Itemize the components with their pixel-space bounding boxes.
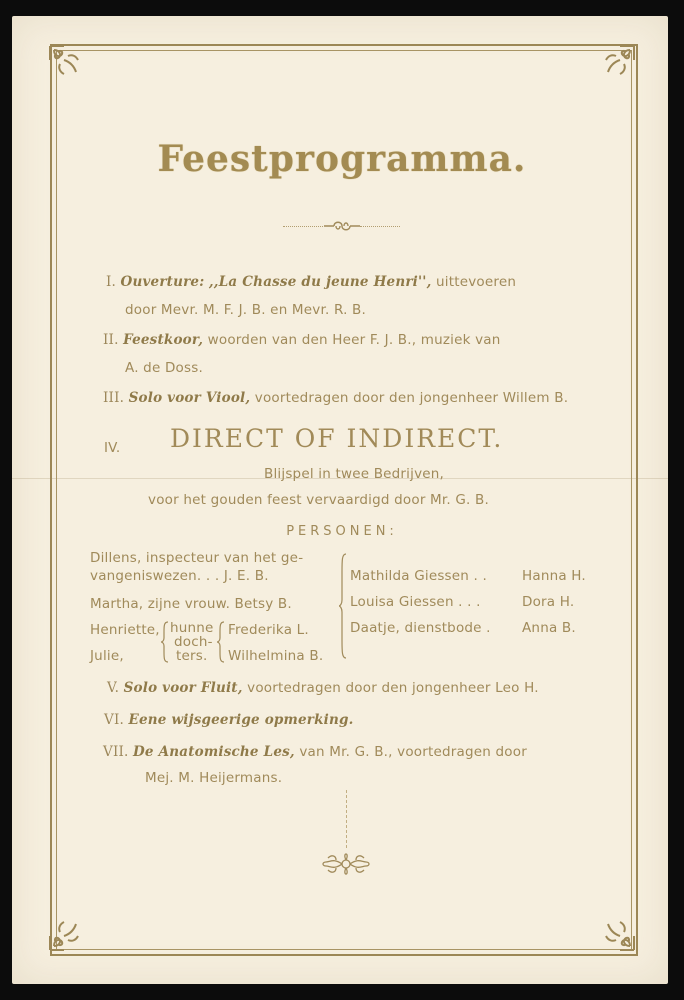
item-text: woorden van den Heer F. J. B., muziek van bbox=[207, 332, 501, 348]
cast-note: hunne bbox=[170, 620, 214, 636]
ornament-rule-right bbox=[360, 226, 400, 227]
item-text: van Mr. G. B., voortedragen door bbox=[299, 744, 527, 760]
cast-heading: PERSONEN: bbox=[286, 524, 398, 539]
play-author: voor het gouden feest vervaardigd door Mr. G. B. bbox=[148, 492, 489, 508]
cast-actor: Frederika L. bbox=[228, 622, 309, 638]
item-title: Ouverture: bbox=[120, 274, 205, 290]
cast-note: ters. bbox=[176, 648, 208, 664]
item-number: II. bbox=[103, 332, 119, 348]
program-item-1-cont: door Mevr. M. F. J. B. en Mevr. R. B. bbox=[125, 302, 367, 318]
corner-flourish-icon bbox=[46, 918, 82, 954]
item-text: voortedragen door den jongenheer Leo H. bbox=[247, 680, 539, 696]
rosette-ornament-icon bbox=[318, 848, 374, 880]
corner-flourish-icon bbox=[46, 42, 82, 78]
play-title: DIRECT OF INDIRECT. bbox=[170, 424, 504, 453]
cast-entry: Louisa Giessen . . . bbox=[350, 594, 481, 610]
bracket-icon bbox=[216, 620, 228, 664]
cast-entry: vangeniswezen. . . J. E. B. bbox=[90, 568, 269, 584]
item-text: uittevoeren bbox=[436, 274, 517, 290]
item-number: III. bbox=[103, 390, 125, 406]
item-title: Feestkoor, bbox=[123, 332, 204, 348]
program-item-5 bbox=[107, 680, 539, 696]
cast-actor: Wilhelmina B. bbox=[228, 648, 324, 664]
item-number: IV. bbox=[104, 440, 121, 456]
item-title: Eene wijsgeerige opmerking. bbox=[128, 712, 354, 728]
cast-entry: Mathilda Giessen . . bbox=[350, 568, 488, 584]
cast-note: doch- bbox=[174, 634, 213, 650]
corner-flourish-icon bbox=[602, 918, 638, 954]
item-work: ,,La Chasse du jeune Henri'', bbox=[208, 274, 432, 290]
item-number: I. bbox=[106, 274, 117, 290]
item-text: voortedragen door den jongenheer Willem B. bbox=[254, 390, 569, 406]
item-number: VI. bbox=[104, 712, 124, 728]
cast-entry: Dillens, inspecteur van het ge- bbox=[90, 550, 304, 566]
item-title: Solo voor Fluit, bbox=[123, 680, 243, 696]
cast-entry: Julie, bbox=[90, 648, 124, 664]
corner-flourish-icon bbox=[602, 42, 638, 78]
page-title: Feestprogramma. bbox=[157, 138, 527, 180]
item-number: VII. bbox=[103, 744, 129, 760]
cast-actor: Hanna H. bbox=[522, 568, 586, 584]
cast-entry: Henriette, bbox=[90, 622, 160, 638]
ornament-stem bbox=[346, 790, 347, 848]
item-title: De Anatomische Les, bbox=[133, 744, 295, 760]
program-item-6 bbox=[104, 712, 354, 728]
program-item-2 bbox=[103, 332, 501, 348]
cast-actor: Dora H. bbox=[522, 594, 575, 610]
program-item-3 bbox=[103, 390, 568, 406]
cast-entry: Martha, zijne vrouw. Betsy B. bbox=[90, 596, 292, 612]
bracket-icon bbox=[160, 620, 172, 664]
program-item-2-cont: A. de Doss. bbox=[125, 360, 203, 376]
program-item-7 bbox=[103, 744, 527, 760]
bracket-icon bbox=[338, 552, 350, 660]
ornament-rule-left bbox=[283, 226, 323, 227]
play-subtitle: Blijspel in twee Bedrijven, bbox=[264, 466, 445, 482]
item-title: Solo voor Viool, bbox=[128, 390, 251, 406]
scroll-ornament-icon bbox=[322, 218, 362, 234]
program-item-7-cont: Mej. M. Heijermans. bbox=[145, 770, 283, 786]
program-item-1 bbox=[106, 274, 516, 290]
cast-entry: Daatje, dienstbode . bbox=[350, 620, 491, 636]
cast-actor: Anna B. bbox=[522, 620, 576, 636]
item-number: V. bbox=[107, 680, 120, 696]
